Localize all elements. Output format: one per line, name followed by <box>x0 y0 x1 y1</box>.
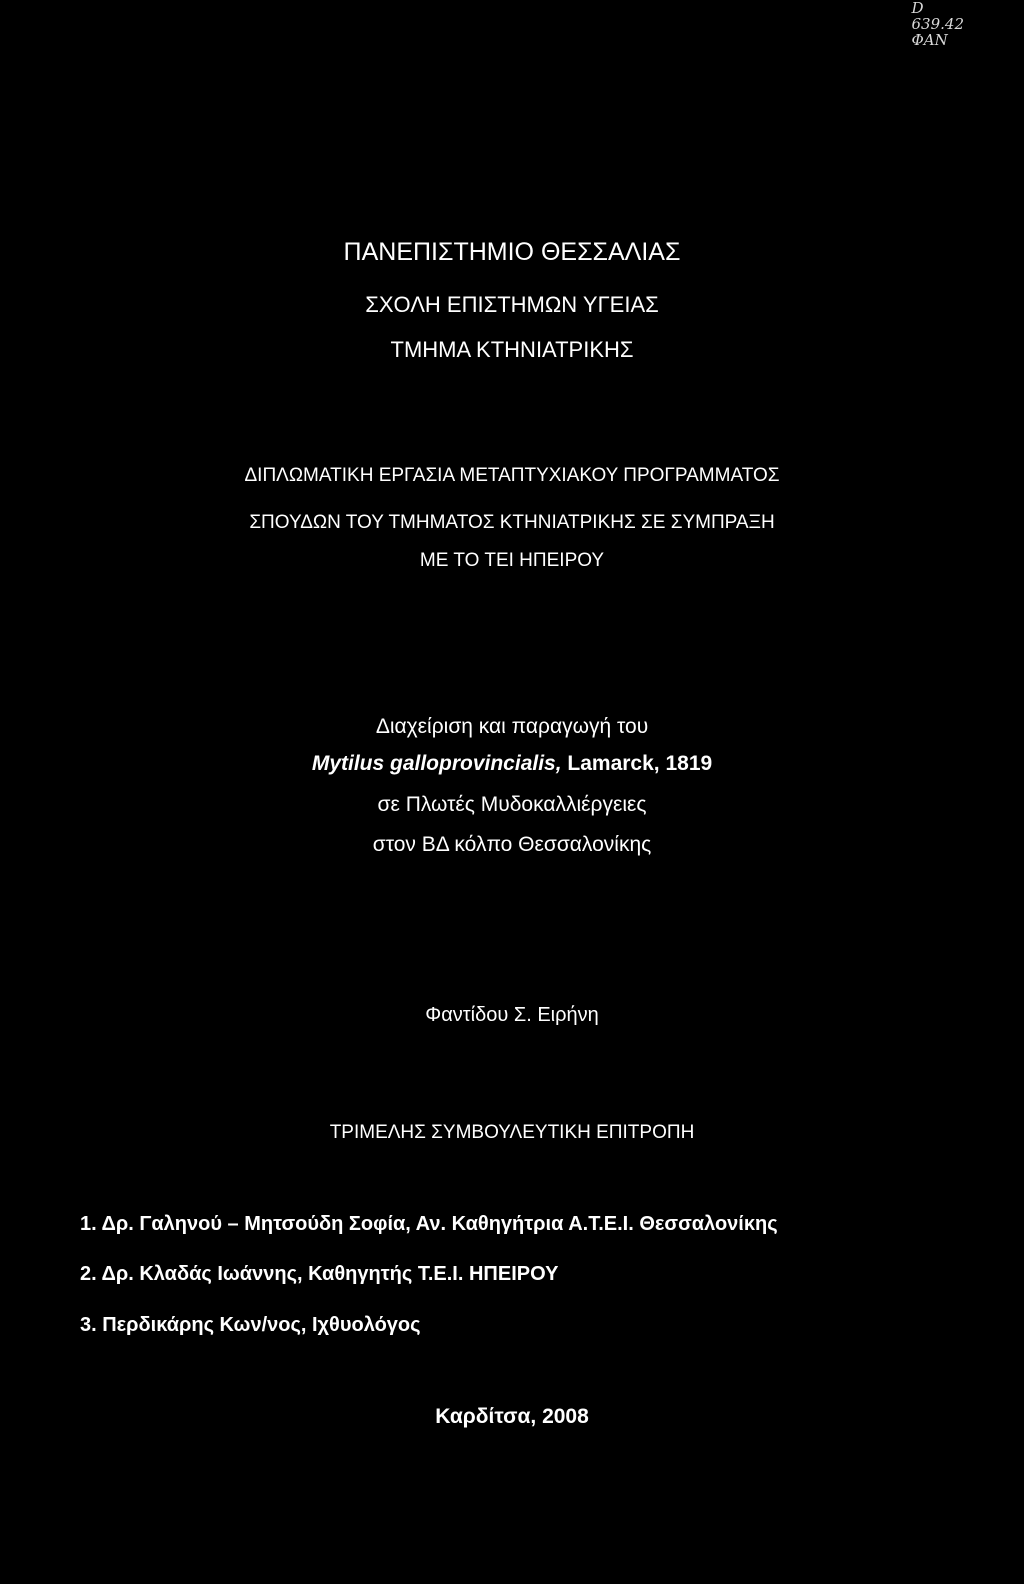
committee-member: 2. Δρ. Κλαδάς Ιωάννης, Καθηγητής Τ.Ε.Ι. ΗΠΕΙΡΟΥ <box>80 1263 559 1285</box>
thesis-title-species-line <box>0 752 1024 776</box>
university-name: ΠΑΝΕΠΙΣΤΗΜΙΟ ΘΕΣΣΑΛΙΑΣ <box>343 238 681 266</box>
place-and-year: Καρδίτσα, 2008 <box>435 1405 589 1428</box>
thesis-title-line: στον ΒΔ κόλπο Θεσσαλονίκης <box>372 833 652 856</box>
handwritten-note-line: D <box>911 0 924 17</box>
thesis-title-line: σε Πλωτές Μυδοκαλλιέργειες <box>377 793 647 816</box>
species-authority: Lamarck, 1819 <box>561 752 713 775</box>
species-name: Mytilus galloprovincialis, <box>311 752 562 775</box>
committee-title: ΤΡΙΜΕΛΗΣ ΣΥΜΒΟΥΛΕΥΤΙΚΗ ΕΠΙΤΡΟΠΗ <box>329 1122 695 1143</box>
author-name: Φαντίδου Σ. Ειρήνη <box>425 1004 599 1026</box>
department-name: ΤΜΗΜΑ ΚΤΗΝΙΑΤΡΙΚΗΣ <box>390 337 634 362</box>
handwritten-catalog-note <box>912 0 965 48</box>
committee-member: 1. Δρ. Γαληνού – Μητσούδη Σοφία, Αν. Καθηγήτρια Α.Τ.Ε.Ι. Θεσσαλονίκης <box>80 1213 778 1235</box>
handwritten-note-line: 639.42 <box>911 15 964 33</box>
program-line: ΣΠΟΥΔΩΝ ΤΟΥ ΤΜΗΜΑΤΟΣ ΚΤΗΝΙΑΤΡΙΚΗΣ ΣΕ ΣΥΜΠΡΑΞΗ <box>249 512 775 533</box>
school-name: ΣΧΟΛΗ ΕΠΙΣΤΗΜΩΝ ΥΓΕΙΑΣ <box>365 292 659 317</box>
handwritten-note-line: ΦΑΝ <box>911 31 948 49</box>
program-line: ΜΕ ΤΟ ΤΕΙ ΗΠΕΙΡΟΥ <box>419 550 605 571</box>
thesis-title-line: Διαχείριση και παραγωγή του <box>375 715 649 738</box>
committee-member: 3. Περδικάρης Κων/νος, Ιχθυολόγος <box>80 1314 421 1336</box>
program-line: ΔΙΠΛΩΜΑΤΙΚΗ ΕΡΓΑΣΙΑ ΜΕΤΑΠΤΥΧΙΑΚΟΥ ΠΡΟΓΡΑΜΜΑΤΟΣ <box>244 465 780 486</box>
